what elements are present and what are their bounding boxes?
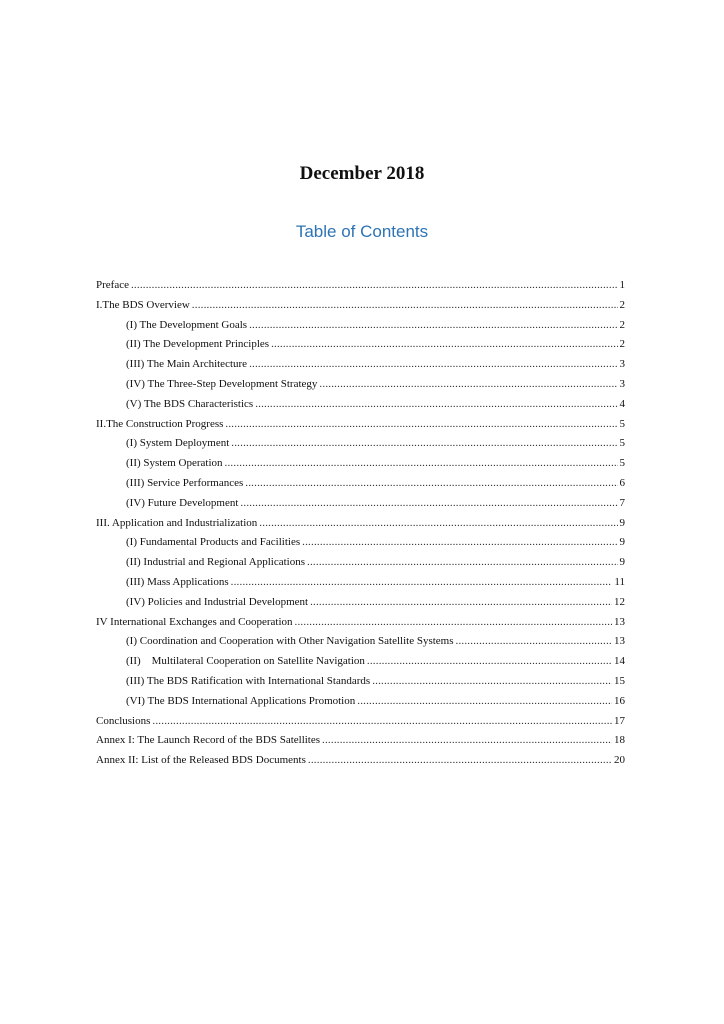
toc-entry-page: 5 — [619, 457, 625, 470]
toc-entry[interactable] — [96, 316, 625, 336]
toc-entry-page: 5 — [619, 437, 625, 450]
toc-leader-dots — [225, 415, 617, 435]
toc-entry[interactable] — [96, 296, 625, 316]
toc-entry-label: IV International Exchanges and Cooperation — [96, 615, 293, 628]
toc-leader-dots — [307, 553, 617, 573]
toc-entry[interactable] — [96, 434, 625, 454]
toc-entry-page: 2 — [619, 298, 625, 311]
toc-entry[interactable] — [96, 553, 625, 573]
toc-leader-dots — [249, 355, 617, 375]
toc-entry[interactable] — [96, 692, 625, 712]
toc-leader-dots — [319, 375, 617, 395]
toc-leader-dots — [271, 335, 617, 355]
toc-entry[interactable] — [96, 632, 625, 652]
toc-entry[interactable] — [96, 335, 625, 355]
toc-entry-page: 4 — [619, 397, 625, 410]
toc-entry-page: 13 — [614, 635, 625, 648]
toc-entry-label: II.The Construction Progress — [96, 417, 224, 430]
toc-entry-label: Conclusions — [96, 714, 151, 727]
toc-entry-page: 17 — [614, 714, 625, 727]
table-of-contents — [96, 276, 625, 771]
toc-entry-page: 9 — [619, 516, 625, 529]
toc-entry-page: 2 — [619, 338, 625, 351]
toc-leader-dots — [322, 731, 612, 751]
toc-entry-label: (III) Service Performances — [126, 476, 244, 489]
toc-entry-page: 15 — [614, 674, 625, 687]
toc-entry[interactable] — [96, 415, 625, 435]
toc-entry-page: 6 — [619, 476, 625, 489]
toc-entry-label: Preface — [96, 279, 129, 291]
toc-leader-dots — [259, 514, 617, 534]
toc-title: Table of Contents — [295, 222, 429, 241]
toc-entry-label: (IV) The Three-Step Development Strategy — [126, 377, 318, 390]
toc-entry[interactable] — [96, 593, 625, 613]
toc-entry-label: Annex I: The Launch Record of the BDS Satellites — [96, 734, 321, 747]
toc-leader-dots — [357, 692, 612, 712]
toc-entry-page: 7 — [619, 496, 625, 509]
toc-entry-page: 3 — [619, 377, 625, 390]
toc-entry[interactable] — [96, 514, 625, 534]
toc-entry-label: (I) Fundamental Products and Facilities — [126, 536, 301, 549]
toc-entry-page: 3 — [619, 358, 625, 371]
toc-leader-dots — [152, 712, 612, 732]
toc-leader-dots — [192, 296, 618, 316]
toc-leader-dots — [225, 454, 618, 474]
toc-entry-label: (II) System Operation — [126, 457, 223, 470]
toc-entry[interactable] — [96, 652, 625, 672]
toc-entry-label: (V) The BDS Characteristics — [126, 397, 254, 410]
toc-leader-dots — [255, 395, 617, 415]
toc-entry-page: 14 — [614, 655, 625, 668]
toc-entry-label: (VI) The BDS International Applications Promotion — [126, 694, 356, 707]
toc-leader-dots — [231, 434, 617, 454]
toc-entry[interactable] — [96, 573, 625, 593]
toc-entry-page: 5 — [619, 417, 625, 430]
toc-leader-dots — [231, 573, 613, 593]
toc-entry[interactable] — [96, 731, 625, 751]
toc-leader-dots — [310, 593, 612, 613]
toc-entry-label: (IV) Future Development — [126, 496, 239, 509]
toc-entry-label: Annex II: List of the Released BDS Documents — [96, 754, 306, 767]
toc-entry[interactable] — [96, 672, 625, 692]
toc-entry[interactable] — [96, 375, 625, 395]
toc-entry-page: 13 — [614, 615, 625, 628]
toc-entry-label: (III) Mass Applications — [126, 575, 229, 588]
toc-leader-dots — [131, 276, 618, 296]
toc-leader-dots — [295, 613, 612, 633]
toc-entry[interactable] — [96, 494, 625, 514]
toc-entry[interactable] — [96, 276, 625, 296]
toc-entry-label: (I) The Development Goals — [126, 318, 248, 331]
toc-entry-page: 1 — [619, 279, 625, 291]
toc-entry-page: 18 — [614, 734, 625, 747]
toc-leader-dots — [308, 751, 612, 771]
toc-entry[interactable] — [96, 712, 625, 732]
toc-entry-label: (III) The BDS Ratification with International Standards — [126, 674, 371, 687]
toc-entry[interactable] — [96, 751, 625, 771]
toc-leader-dots — [372, 672, 612, 692]
toc-entry-page: 2 — [619, 318, 625, 331]
toc-entry-page: 20 — [614, 754, 625, 767]
toc-entry-label: (II) Industrial and Regional Applications — [126, 556, 306, 569]
toc-entry[interactable] — [96, 355, 625, 375]
toc-entry-page: 9 — [619, 536, 625, 549]
toc-entry-label: (I) Coordination and Cooperation with Other Navigation Satellite Systems — [126, 635, 454, 648]
toc-entry[interactable] — [96, 474, 625, 494]
toc-entry-label: I.The BDS Overview — [96, 298, 190, 311]
toc-leader-dots — [245, 474, 617, 494]
toc-leader-dots — [240, 494, 617, 514]
toc-entry[interactable] — [96, 613, 625, 633]
toc-entry-label: (II) The Development Principles — [126, 338, 270, 351]
toc-leader-dots — [302, 533, 617, 553]
toc-entry[interactable] — [96, 454, 625, 474]
toc-leader-dots — [456, 632, 613, 652]
toc-entry-label: III. Application and Industrialization — [96, 516, 258, 529]
toc-entry-page: 9 — [619, 556, 625, 569]
toc-entry-page: 16 — [614, 694, 625, 707]
toc-entry-label: (III) The Main Architecture — [126, 358, 248, 371]
toc-entry-label: (II) Multilateral Cooperation on Satellite Navigation — [126, 655, 365, 668]
toc-entry-label: (I) System Deployment — [126, 437, 230, 450]
toc-entry[interactable] — [96, 395, 625, 415]
toc-leader-dots — [249, 316, 617, 336]
toc-entry-label: (IV) Policies and Industrial Development — [126, 595, 309, 608]
toc-entry-page: 12 — [614, 595, 625, 608]
toc-entry-page: 11 — [614, 575, 625, 588]
document-date: December 2018 — [299, 163, 425, 184]
toc-entry[interactable] — [96, 533, 625, 553]
toc-leader-dots — [367, 652, 612, 672]
